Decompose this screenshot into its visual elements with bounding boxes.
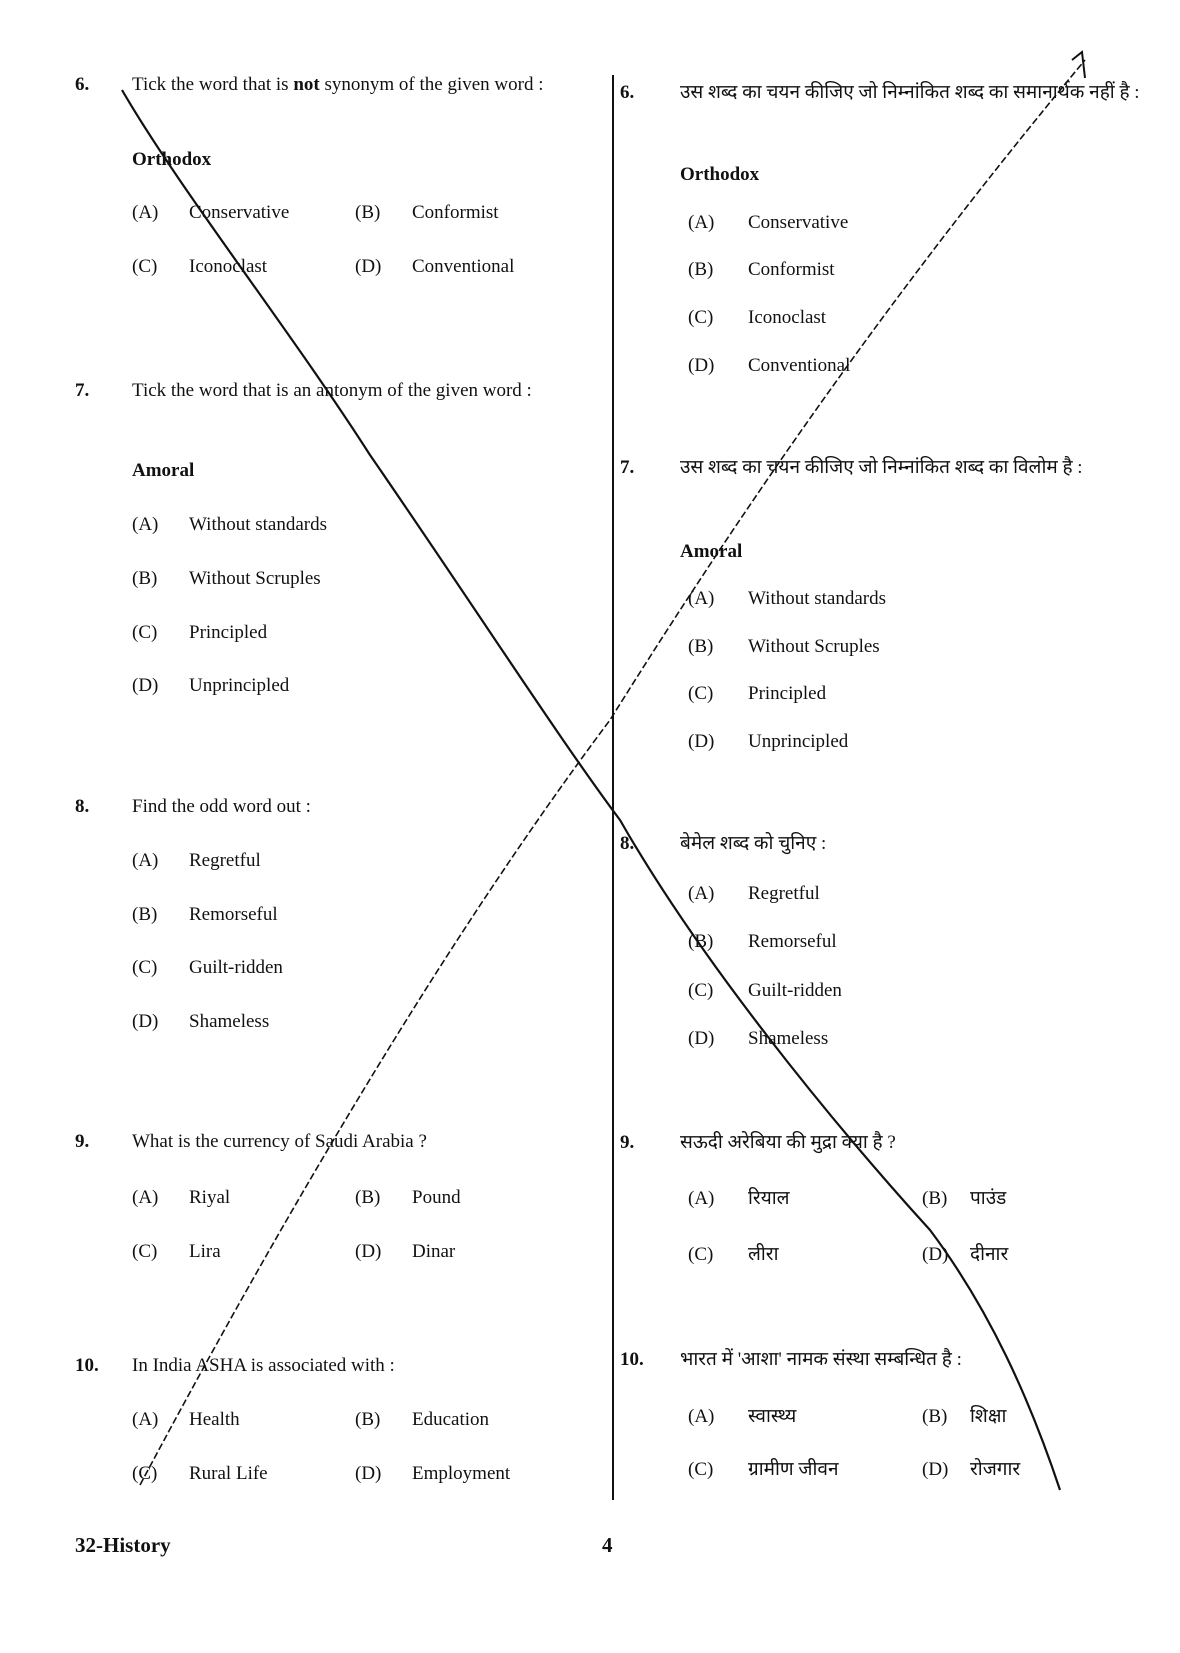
option-c[interactable]: (C) Iconoclast [688, 307, 827, 328]
question-text: What is the currency of Saudi Arabia ? [132, 1131, 427, 1152]
option-a[interactable]: (A) Regretful [132, 850, 261, 871]
question-text: बेमेल शब्द को चुनिए : [680, 833, 827, 854]
given-word: Amoral [680, 541, 743, 562]
question-text: Tick the word that is not synonym of the given word : [132, 74, 544, 95]
option-b[interactable]: (B) Education [355, 1409, 490, 1430]
cross-stroke-ascending [140, 60, 1085, 1485]
option-b[interactable]: (B) Remorseful [688, 931, 837, 952]
option-c[interactable]: (C) Iconoclast [132, 256, 268, 277]
option-b[interactable]: (B) Conformist [355, 202, 499, 223]
option-a[interactable]: (A) Conservative [688, 212, 849, 233]
option-c[interactable]: (C) Principled [688, 683, 827, 704]
question-text: Find the odd word out : [132, 796, 311, 817]
given-word: Orthodox [680, 164, 760, 185]
option-b[interactable]: (B) Without Scruples [688, 636, 880, 657]
option-d[interactable]: (D) Conventional [355, 256, 515, 277]
option-a[interactable]: (A) Without standards [688, 588, 887, 609]
option-d[interactable]: (D) Conventional [688, 355, 851, 376]
option-c[interactable]: (C) Lira [132, 1241, 221, 1262]
option-b[interactable]: (B) Remorseful [132, 904, 278, 925]
option-d[interactable]: (D) Unprincipled [132, 675, 290, 696]
question-number: 7. [75, 380, 90, 401]
option-a[interactable]: (A) Conservative [132, 202, 290, 223]
question-text: भारत में 'आशा' नामक संस्था सम्बन्धित है : [680, 1349, 962, 1370]
option-d[interactable]: (D) रोजगार [922, 1459, 1021, 1480]
question-number: 6. [620, 82, 635, 103]
option-b[interactable]: (B) पाउंड [922, 1188, 1007, 1209]
option-c[interactable]: (C) ग्रामीण जीवन [688, 1459, 839, 1480]
option-d[interactable]: (D) Unprincipled [688, 731, 849, 752]
option-a[interactable]: (A) Regretful [688, 883, 820, 904]
option-d[interactable]: (D) दीनार [922, 1244, 1009, 1265]
footer-page-number: 4 [602, 1533, 613, 1557]
option-d[interactable]: (D) Shameless [688, 1028, 829, 1049]
cross-stroke-descending [122, 90, 1060, 1490]
option-b[interactable]: (B) शिक्षा [922, 1406, 1007, 1427]
option-c[interactable]: (C) Principled [132, 622, 268, 643]
question-number: 6. [75, 74, 90, 95]
question-number: 8. [75, 796, 90, 817]
question-number: 9. [75, 1131, 90, 1152]
footer-subject: 32-History [75, 1533, 171, 1557]
question-text: Tick the word that is an antonym of the given word : [132, 380, 532, 401]
question-text: सऊदी अरेबिया की मुद्रा क्या है ? [680, 1132, 896, 1153]
option-d[interactable]: (D) Shameless [132, 1011, 270, 1032]
question-number: 8. [620, 833, 635, 854]
option-c[interactable]: (C) Rural Life [132, 1463, 268, 1484]
option-b[interactable]: (B) Pound [355, 1187, 461, 1208]
option-c[interactable]: (C) लीरा [688, 1244, 779, 1265]
option-c[interactable]: (C) Guilt-ridden [132, 957, 283, 978]
option-d[interactable]: (D) Employment [355, 1463, 511, 1484]
option-a[interactable]: (A) रियाल [688, 1188, 790, 1209]
option-d[interactable]: (D) Dinar [355, 1241, 456, 1262]
question-text: उस शब्द का चयन कीजिए जो निम्नांकित शब्द का समानार्थक नहीं है : [680, 82, 1140, 103]
question-text: In India ASHA is associated with : [132, 1355, 395, 1376]
option-c[interactable]: (C) Guilt-ridden [688, 980, 842, 1001]
option-b[interactable]: (B) Without Scruples [132, 568, 321, 589]
question-number: 10. [75, 1355, 99, 1376]
option-a[interactable]: (A) Riyal [132, 1187, 231, 1208]
question-text: उस शब्द का चयन कीजिए जो निम्नांकित शब्द का विलोम है : [680, 457, 1083, 478]
emphasis-not: not [293, 74, 320, 95]
given-word: Orthodox [132, 149, 212, 170]
given-word: Amoral [132, 460, 195, 481]
option-b[interactable]: (B) Conformist [688, 259, 835, 280]
option-a[interactable]: (A) स्वास्थ्य [688, 1406, 797, 1427]
option-a[interactable]: (A) Health [132, 1409, 240, 1430]
question-number: 7. [620, 457, 635, 478]
option-a[interactable]: (A) Without standards [132, 514, 328, 535]
question-number: 9. [620, 1132, 635, 1153]
question-number: 10. [620, 1349, 644, 1370]
